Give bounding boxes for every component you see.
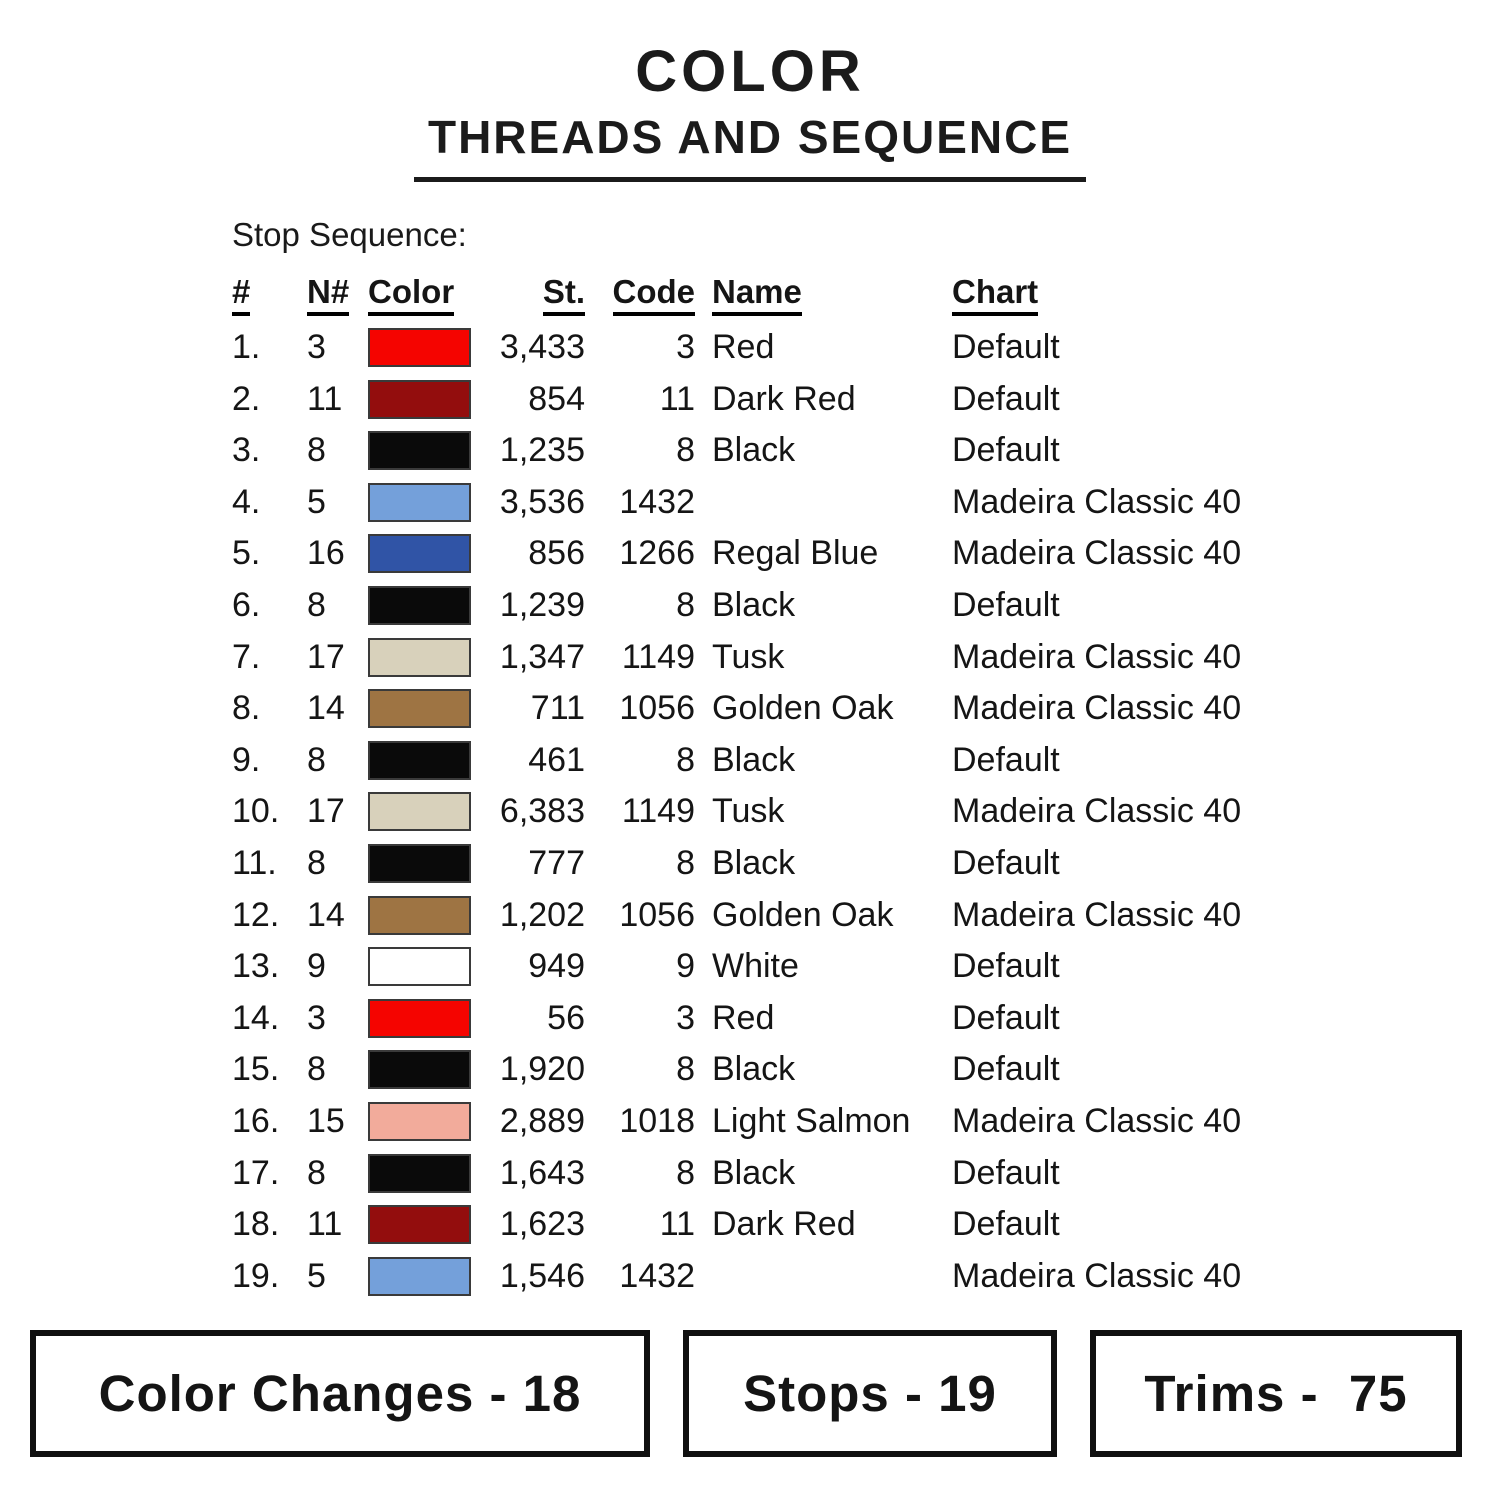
color-swatch	[368, 947, 471, 986]
row-chart-name: Default	[952, 1050, 1060, 1089]
row-thread-code: 11	[659, 379, 695, 418]
color-swatch	[368, 1205, 471, 1244]
color-swatch	[368, 1154, 471, 1193]
row-thread-name: Black	[712, 740, 796, 779]
row-needle-number: 15	[307, 1102, 345, 1140]
table-row	[232, 889, 1500, 941]
table-row	[232, 1147, 1500, 1199]
column-header-chart: Chart	[950, 275, 1358, 316]
row-chart-name: Madeira Classic 40	[952, 689, 1242, 728]
row-needle-number: 9	[307, 947, 326, 986]
row-stitch-count: 1,239	[499, 586, 585, 625]
column-header-needle: N#	[307, 275, 368, 316]
row-thread-code: 1018	[619, 1102, 695, 1140]
row-needle-number: 11	[307, 379, 343, 418]
row-number: 2.	[232, 379, 261, 418]
row-number: 1.	[232, 328, 261, 367]
row-stitch-count: 6,383	[499, 792, 585, 831]
row-thread-code: 8	[676, 1153, 695, 1192]
row-needle-number: 8	[307, 586, 326, 625]
row-needle-number: 17	[307, 637, 345, 676]
color-swatch	[368, 1102, 471, 1141]
page-title: COLOR	[635, 39, 865, 104]
color-swatch	[368, 689, 471, 728]
stop-sequence-section	[232, 216, 1500, 1302]
row-thread-name: Black	[712, 1050, 796, 1089]
row-number: 18.	[232, 1205, 280, 1244]
row-number: 19.	[232, 1256, 280, 1295]
row-chart-name: Default	[952, 1153, 1060, 1192]
row-thread-code: 3	[676, 998, 695, 1037]
row-needle-number: 8	[307, 1153, 326, 1192]
row-thread-code: 11	[659, 1205, 695, 1244]
row-stitch-count: 1,235	[499, 431, 585, 470]
row-stitch-count: 1,546	[499, 1256, 585, 1295]
row-stitch-count: 856	[528, 534, 585, 573]
row-needle-number: 8	[307, 431, 326, 470]
row-stitch-count: 461	[528, 740, 585, 779]
color-swatch	[368, 328, 471, 367]
row-stitch-count: 854	[528, 379, 585, 418]
row-needle-number: 14	[307, 895, 345, 934]
row-number: 8.	[232, 689, 261, 728]
row-stitch-count: 777	[528, 844, 585, 883]
row-chart-name: Default	[952, 844, 1060, 883]
table-row	[232, 735, 1500, 787]
column-header-number: #	[232, 275, 307, 316]
stops-label: Stops - 19	[743, 1365, 997, 1422]
row-needle-number: 5	[307, 482, 326, 521]
row-number: 9.	[232, 740, 261, 779]
color-swatch	[368, 896, 471, 935]
row-number: 5.	[232, 534, 261, 573]
row-chart-name: Madeira Classic 40	[952, 1256, 1242, 1295]
row-stitch-count: 1,347	[499, 637, 585, 676]
color-swatch	[368, 431, 471, 470]
column-header-name: Name	[695, 275, 950, 316]
row-needle-number: 8	[307, 1050, 326, 1089]
row-stitch-count: 56	[547, 998, 585, 1037]
row-number: 7.	[232, 637, 261, 676]
row-stitch-count: 3,536	[499, 482, 585, 521]
row-thread-code: 1056	[619, 895, 695, 934]
color-swatch	[368, 792, 471, 831]
color-swatch	[368, 586, 471, 625]
color-swatch	[368, 1257, 471, 1296]
page-subtitle-wrap	[0, 110, 1500, 182]
row-thread-code: 1432	[619, 482, 695, 521]
color-swatch	[368, 741, 471, 780]
row-chart-name: Default	[952, 740, 1060, 779]
row-stitch-count: 711	[530, 689, 585, 728]
row-thread-name: White	[712, 947, 799, 986]
row-chart-name: Default	[952, 1205, 1060, 1244]
row-stitch-count: 3,433	[499, 328, 585, 367]
row-thread-code: 1432	[619, 1256, 695, 1295]
column-header-stitches: St.	[473, 275, 585, 316]
row-number: 14.	[232, 998, 280, 1037]
table-row	[232, 993, 1500, 1045]
table-row	[232, 1199, 1500, 1251]
row-chart-name: Default	[952, 431, 1060, 470]
row-chart-name: Madeira Classic 40	[952, 534, 1242, 573]
row-thread-name: Red	[712, 328, 775, 367]
row-thread-code: 8	[676, 1050, 695, 1089]
row-number: 11.	[232, 844, 277, 883]
color-changes-box	[30, 1330, 650, 1457]
color-swatch	[368, 999, 471, 1038]
row-number: 4.	[232, 482, 261, 521]
row-thread-name: Tusk	[712, 637, 785, 676]
row-number: 16.	[232, 1102, 280, 1140]
row-thread-code: 1266	[619, 534, 695, 573]
row-needle-number: 3	[307, 328, 326, 367]
color-swatch	[368, 1050, 471, 1089]
row-needle-number: 16	[307, 534, 345, 573]
row-thread-code: 1149	[621, 637, 695, 676]
row-thread-name: Dark Red	[712, 1205, 856, 1244]
row-thread-code: 8	[676, 431, 695, 470]
stop-sequence-label: Stop Sequence:	[232, 215, 467, 253]
row-stitch-count: 2,889	[499, 1102, 585, 1140]
row-number: 12.	[232, 895, 280, 934]
row-needle-number: 14	[307, 689, 345, 728]
row-number: 17.	[232, 1153, 280, 1192]
row-stitch-count: 1,202	[499, 895, 585, 934]
row-chart-name: Default	[952, 586, 1060, 625]
table-row	[232, 683, 1500, 735]
row-stitch-count: 1,920	[499, 1050, 585, 1089]
page-header	[0, 0, 1500, 182]
row-needle-number: 3	[307, 998, 326, 1037]
row-thread-name: Red	[712, 998, 775, 1037]
row-thread-name: Golden Oak	[712, 895, 894, 934]
color-swatch	[368, 534, 471, 573]
row-chart-name: Madeira Classic 40	[952, 482, 1242, 521]
table-row	[232, 528, 1500, 580]
row-thread-name: Tusk	[712, 792, 785, 831]
table-row	[232, 941, 1500, 993]
row-thread-code: 1056	[619, 689, 695, 728]
row-thread-name: Black	[712, 431, 796, 470]
row-chart-name: Default	[952, 947, 1060, 986]
color-swatch	[368, 380, 471, 419]
row-chart-name: Default	[952, 379, 1060, 418]
row-needle-number: 5	[307, 1256, 326, 1295]
row-thread-name: Black	[712, 844, 796, 883]
row-number: 13.	[232, 947, 280, 986]
trims-label: Trims - 75	[1144, 1365, 1408, 1422]
color-swatch	[368, 844, 471, 883]
table-row	[232, 838, 1500, 890]
row-chart-name: Default	[952, 998, 1060, 1037]
row-number: 3.	[232, 431, 261, 470]
row-needle-number: 8	[307, 740, 326, 779]
row-needle-number: 11	[307, 1205, 343, 1244]
row-thread-name: Regal Blue	[712, 534, 879, 573]
row-thread-code: 3	[676, 328, 695, 367]
row-stitch-count: 1,643	[499, 1153, 585, 1192]
row-thread-code: 8	[676, 586, 695, 625]
table-header-row	[232, 270, 1500, 322]
row-needle-number: 17	[307, 792, 345, 831]
summary-footer	[30, 1330, 1462, 1457]
row-chart-name: Madeira Classic 40	[952, 637, 1242, 676]
table-row	[232, 477, 1500, 529]
table-row	[232, 425, 1500, 477]
row-chart-name: Madeira Classic 40	[952, 895, 1242, 934]
trims-box	[1090, 1330, 1462, 1457]
row-thread-code: 8	[676, 740, 695, 779]
row-thread-code: 8	[676, 844, 695, 883]
row-thread-name: Light Salmon	[712, 1102, 911, 1140]
row-thread-name: Black	[712, 586, 796, 625]
row-thread-name: Black	[712, 1153, 796, 1192]
table-row	[232, 631, 1500, 683]
row-stitch-count: 1,623	[499, 1205, 585, 1244]
column-header-code: Code	[585, 275, 695, 316]
row-number: 6.	[232, 586, 261, 625]
table-row	[232, 786, 1500, 838]
row-chart-name: Default	[952, 328, 1060, 367]
row-stitch-count: 949	[528, 947, 585, 986]
table-row	[232, 1096, 1500, 1148]
color-changes-label: Color Changes - 18	[98, 1365, 582, 1422]
row-number: 15.	[232, 1050, 280, 1089]
row-thread-name: Dark Red	[712, 379, 856, 418]
table-row	[232, 1250, 1500, 1302]
row-thread-code: 9	[676, 947, 695, 986]
row-thread-name: Golden Oak	[712, 689, 894, 728]
row-chart-name: Madeira Classic 40	[952, 1102, 1242, 1140]
row-number: 10.	[232, 792, 280, 831]
row-thread-code: 1149	[621, 792, 695, 831]
color-swatch	[368, 483, 471, 522]
row-chart-name: Madeira Classic 40	[952, 792, 1242, 831]
column-header-color: Color	[368, 275, 473, 316]
page-subtitle: THREADS AND SEQUENCE	[414, 110, 1086, 182]
table-row	[232, 580, 1500, 632]
table-row	[232, 1044, 1500, 1096]
table-body	[232, 322, 1500, 1302]
table-row	[232, 373, 1500, 425]
stops-box	[683, 1330, 1057, 1457]
row-needle-number: 8	[307, 844, 326, 883]
table-row	[232, 322, 1500, 374]
color-swatch	[368, 638, 471, 677]
